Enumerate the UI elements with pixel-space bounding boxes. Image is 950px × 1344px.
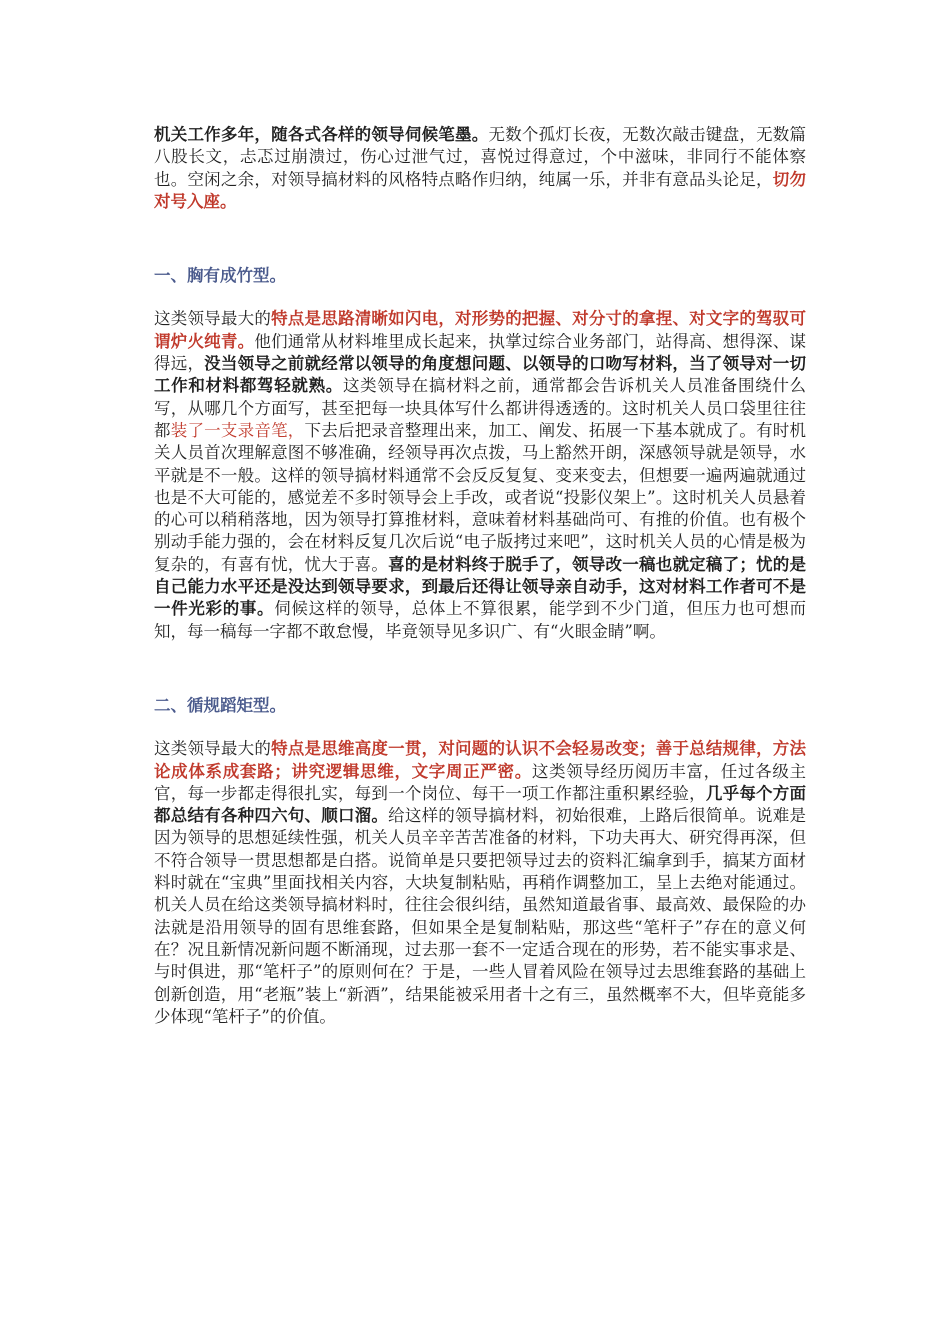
intro-lead: 机关工作多年，随各式各样的领导伺候笔墨。: [154, 125, 489, 144]
section-2: [154, 695, 806, 1028]
s1-text-2: 他们通常从材料堆里成长起来，执掌过综合业务部门，站得高、想得深、谋得远，: [154, 331, 807, 374]
s1-text-3: 这类领导在搞材料之前，通常都会告诉机关人员准备围绕什么写，从哪几个方面写，甚至把每一块具体写什么都讲得透透的。这时机关人员口袋里往往都: [154, 376, 807, 440]
s1-text-4: 下去后把录音整理出来，加工、阐发、拓展一下基本就成了。有时机关人员首次理解意图不够准确，经领导再次点拨，马上豁然开朗，深感领导就是领导，水平就是不一般。这样的领导搞材料通常不会反反复复、变来变去，但想要一遍两遍就通过也是不大可能的，感觉差不多时领导会上手改，或者说“投影仪架上”。这时机关人员悬着的心可以稍稍落地，因为领导打算推材料，意味着材料基础尚可、有推的价值。也有极个别动手能力强的，会在材料反复几次后说“电子版拷过来吧”，这时机关人员的心情是极为复杂的，有喜有忧，忧大于喜。: [154, 420, 807, 574]
s1-text-5: 伺候这样的领导，总体上不算很累，能学到不少门道，但压力也可想而知，每一稿每一字都不敢怠慢，毕竟领导见多识广、有“火眼金睛”啊。: [154, 599, 807, 641]
s1-text-1: 这类领导最大的: [154, 309, 272, 329]
section-1-paragraph: [154, 308, 806, 642]
s2-text-2: 这类领导经历阅历丰富，任过各级主官，每一步都走得很扎实，每到一个岗位、每干一项工作都注重积累经验，: [154, 761, 807, 803]
s1-red-1: 特点是思路清晰如闪电，对形势的把握、对分寸的拿捏、对文字的驾驭可谓炉火纯青。: [154, 309, 807, 351]
section-2-heading: 二、循规蹈矩型。: [154, 695, 286, 715]
s2-text-3: 给这样的领导搞材料，初始很难，上路后很简单。说难是因为领导的思想延续性强，机关人员辛辛苦苦准备的材料，下功夫再大、研究得再深，但不符合领导一贯思想都是白搭。说简单是只要把领导过去的资料汇编拿到手，搞某方面材料时就在“宝典”里面找相关内容，大块复制粘贴，再稍作调整加工，呈上去绝对能通过。机关人员在给这类领导搞材料时，往往会很纠结，虽然知道最省事、最高效、最保险的办法就是沿用领导的固有思维套路，但如果全是复制粘贴，那这些“笔杆子”存在的意义何在？况且新情况新问题不断涌现，过去那一套不一定适合现在的形势，若不能实事求是、与时俱进，那“笔杆子”的原则何在？于是，一些人冒着风险在领导过去思维套路的基础上创新创造，用“老瓶”装上“新酒”，结果能被采用者十之有三，虽然概率不大，但毕竟能多少体现“笔杆子”的价值。: [154, 806, 807, 1026]
article-body: [154, 124, 806, 1080]
intro-tail: 切勿对号入座。: [154, 169, 807, 211]
intro-text: 无数个孤灯长夜，无数次敲击键盘，无数篇八股长文，忐忑过崩溃过，伤心过泄气过，喜悦过得意过，个中滋味，非同行不能体察也。空闲之余，对领导搞材料的风格特点略作归纳，纯属一乐，并非有意品头论足，: [154, 125, 807, 189]
s2-red-1: 特点是思维高度一贯，对问题的认识不会轻易改变；善于总结规律，方法论成体系成套路；讲究逻辑思维，文字周正严密。: [154, 739, 807, 781]
s2-text-1: 这类领导最大的: [154, 739, 272, 759]
intro-paragraph: [154, 124, 806, 213]
section-2-paragraph: [154, 738, 806, 1028]
s1-red-light-1: 装了一支录音笔，: [170, 420, 305, 440]
section-1-heading: 一、胸有成竹型。: [154, 266, 286, 286]
s2-bold-1: 几乎每个方面都总结有各种四六句、顺口溜。: [154, 783, 807, 826]
section-1: [154, 265, 806, 643]
s1-bold-2: 喜的是材料终于脱手了，领导改一稿也就定稿了；忧的是自己能力水平还是没达到领导要求，到最后还得让领导亲自动手，这对材料工作者可不是一件光彩的事。: [154, 554, 807, 619]
s1-bold-1: 没当领导之前就经常以领导的角度想问题、以领导的口吻写材料，当了领导对一切工作和材料都驾轻就熟。: [154, 354, 807, 396]
